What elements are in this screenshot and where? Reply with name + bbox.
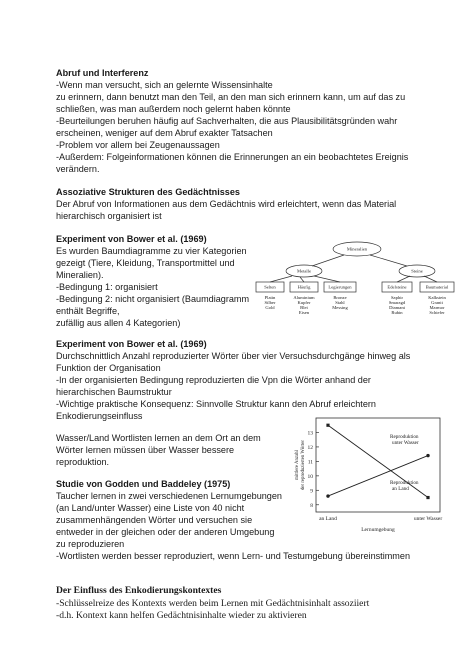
x-tick-label: unter Wasser <box>413 516 443 522</box>
wasser-line: reproduktion. <box>56 457 110 467</box>
assoziativ-line: Der Abruf von Informationen aus dem Gedächtnis wird erleichtert, wenn das Material <box>56 199 397 209</box>
tree-leaf: Eisen <box>298 310 310 315</box>
bower2-line: Durchschnittlich Anzahl reproduzierter Wörter über vier Versuchsdurchgänge hinweg als <box>56 351 411 361</box>
kontext-line: -d.h. Kontext kann helfen Gedächtnisinhalte wieder zu aktivieren <box>56 610 307 621</box>
bower1-line: -Bedingung 1: organisiert <box>56 282 158 292</box>
abruf-line: -Problem vor allem bei Zeugenaussagen <box>56 140 220 150</box>
tree-leaf: Blei <box>300 305 308 310</box>
abruf-line: zu erinnern, dann benutzt man den Teil, an den man sich erinnern kann, um auf das zu <box>56 92 406 102</box>
data-point <box>326 424 329 427</box>
heading-bower-2: Experiment von Bower et al. (1969) <box>56 339 207 349</box>
tree-leaf: Aluminium <box>293 295 315 300</box>
y-tick-label: 13 <box>307 430 313 437</box>
y-axis-label: mittlere Anzahl <box>295 450 300 480</box>
y-axis-label: der reproduzierten Wörter <box>301 440 306 490</box>
bower1-line: Mineralien). <box>56 270 104 280</box>
godden-line: -Wortlisten werden besser reproduziert, wenn Lern- und Testumgebung übereinstimmen <box>56 551 410 561</box>
data-point <box>426 496 429 499</box>
tree-leaf: Bronze <box>333 295 347 300</box>
bower1-line: -Bedingung 2: nicht organisiert (Baumdiagramm <box>56 294 250 304</box>
bower2-line: hierarchischen Baumstruktur <box>56 387 172 397</box>
abruf-line: erscheinen, weniger auf dem Abruf exakter Tatsachen <box>56 128 273 138</box>
bower2-line: -In der organisierten Bedingung reproduzierten die Vpn die Wörter anhand der <box>56 375 371 385</box>
series-label: unter Wasser <box>392 440 419 446</box>
series-label: Reproduktion <box>390 434 419 440</box>
y-tick-label: 12 <box>307 444 313 451</box>
tree-root-label: Mineralien <box>346 246 368 252</box>
tree-leaf: Rubin <box>391 310 403 315</box>
godden-line: (an Land/unter Wasser) eine Liste von 40 nicht <box>56 503 245 513</box>
heading-abruf: Abruf und Interferenz <box>56 68 149 78</box>
tree-leaf: Kalkstein <box>428 295 446 300</box>
wasser-line: Wasser/Land Wortlisten lernen an dem Ort an dem <box>56 433 261 443</box>
x-axis-label: Lernumgebung <box>361 527 395 533</box>
tree-leaf: Stahl <box>335 300 345 305</box>
tree-leaf: Smaragd <box>388 300 406 305</box>
tree-leaf: Schiefer <box>429 310 445 315</box>
y-tick-label: 8 <box>310 502 313 509</box>
x-tick-label: an Land <box>319 516 337 522</box>
series-label: an Land <box>392 486 409 492</box>
tree-leaf: Diamant <box>389 305 405 310</box>
tree-leaf: Granit <box>431 300 443 305</box>
abruf-line: -Wenn man versucht, sich an gelernte Wissensinhalte <box>56 80 273 90</box>
tree-node-legierungen: Legierungen <box>328 284 352 290</box>
chart-plot-frame <box>316 418 440 512</box>
tree-node-haeufig: Häufig <box>297 284 311 290</box>
tree-leaf: Silber <box>264 300 276 305</box>
bower1-line: enthält Begriffe, <box>56 306 120 316</box>
bower2-line: Funktion der Organisation <box>56 363 161 373</box>
tree-leaf: Messing <box>332 305 348 310</box>
tree-node-baumaterial: Baumaterial <box>425 284 449 290</box>
tree-leaf: Gold <box>265 305 275 310</box>
kontext-line: -Schlüsselreize des Kontexts werden beim Lernen mit Gedächtnisinhalt assoziiert <box>56 598 370 609</box>
tree-node-selten: Selten <box>264 284 276 290</box>
bower1-line: Es wurden Baumdiagramme zu vier Kategorien <box>56 246 247 256</box>
godden-line: zu reproduzieren <box>56 539 125 549</box>
tree-node-metalle: Metalle <box>296 268 312 274</box>
bower1-line: gezeigt (Tiere, Kleidung, Transportmittel und <box>56 258 235 268</box>
abruf-line: schließen, was man außerdem noch gelernt haben könnte <box>56 104 291 114</box>
abruf-line: -Beurteilungen beruhen häufig auf Sachverhalten, die aus Plausibilitätsgründen wahr <box>56 116 398 126</box>
wasser-line: Wörter lernen müssen über Wasser bessere <box>56 445 235 455</box>
y-tick-label: 9 <box>310 488 313 495</box>
abruf-line: verändern. <box>56 164 100 174</box>
data-point <box>326 494 329 497</box>
bower1-line: zufällig aus allen 4 Kategorien) <box>56 318 181 328</box>
heading-godden: Studie von Godden und Baddeley (1975) <box>56 479 231 489</box>
godden-line: zusammenhängenden Wörter und versuchen sie <box>56 515 253 525</box>
tree-leaf: Platin <box>264 295 276 300</box>
godden-line: Taucher lernen in zwei verschiedenen Lernumgebungen <box>56 491 282 501</box>
tree-leaf: Kupfer <box>297 300 311 305</box>
hierarchy-tree-diagram <box>252 240 462 332</box>
tree-leaf: Saphir <box>391 295 403 300</box>
y-axis-label-group <box>295 440 306 490</box>
series-label: Reproduktion <box>390 480 419 486</box>
tree-node-steine: Steine <box>411 268 423 274</box>
tree-node-edelsteine: Edelsteine <box>387 284 407 290</box>
data-point <box>426 454 429 457</box>
heading-kontext: Der Einfluss des Enkodierungskontextes <box>56 585 222 596</box>
abruf-line: -Außerdem: Folgeinformationen können die Erinnerungen an ein beobachtetes Ereignis <box>56 152 409 162</box>
godden-line: entweder in der gleichen oder der anderen Umgebung <box>56 527 275 537</box>
bower2-line: -Wichtige praktische Konsequenz: Sinnvolle Struktur kann den Abruf erleichtern <box>56 399 376 409</box>
bower2-line: Enkodierungseinfluss <box>56 411 143 421</box>
heading-bower-1: Experiment von Bower et al. (1969) <box>56 234 207 244</box>
tree-leaf: Marmor <box>429 305 445 310</box>
recall-line-chart <box>292 412 452 534</box>
assoziativ-line: hierarchisch organisiert ist <box>56 211 162 221</box>
heading-assoziativ: Assoziative Strukturen des Gedächtnisses <box>56 187 240 197</box>
y-tick-label: 11 <box>307 459 313 466</box>
y-tick-label: 10 <box>307 473 313 480</box>
